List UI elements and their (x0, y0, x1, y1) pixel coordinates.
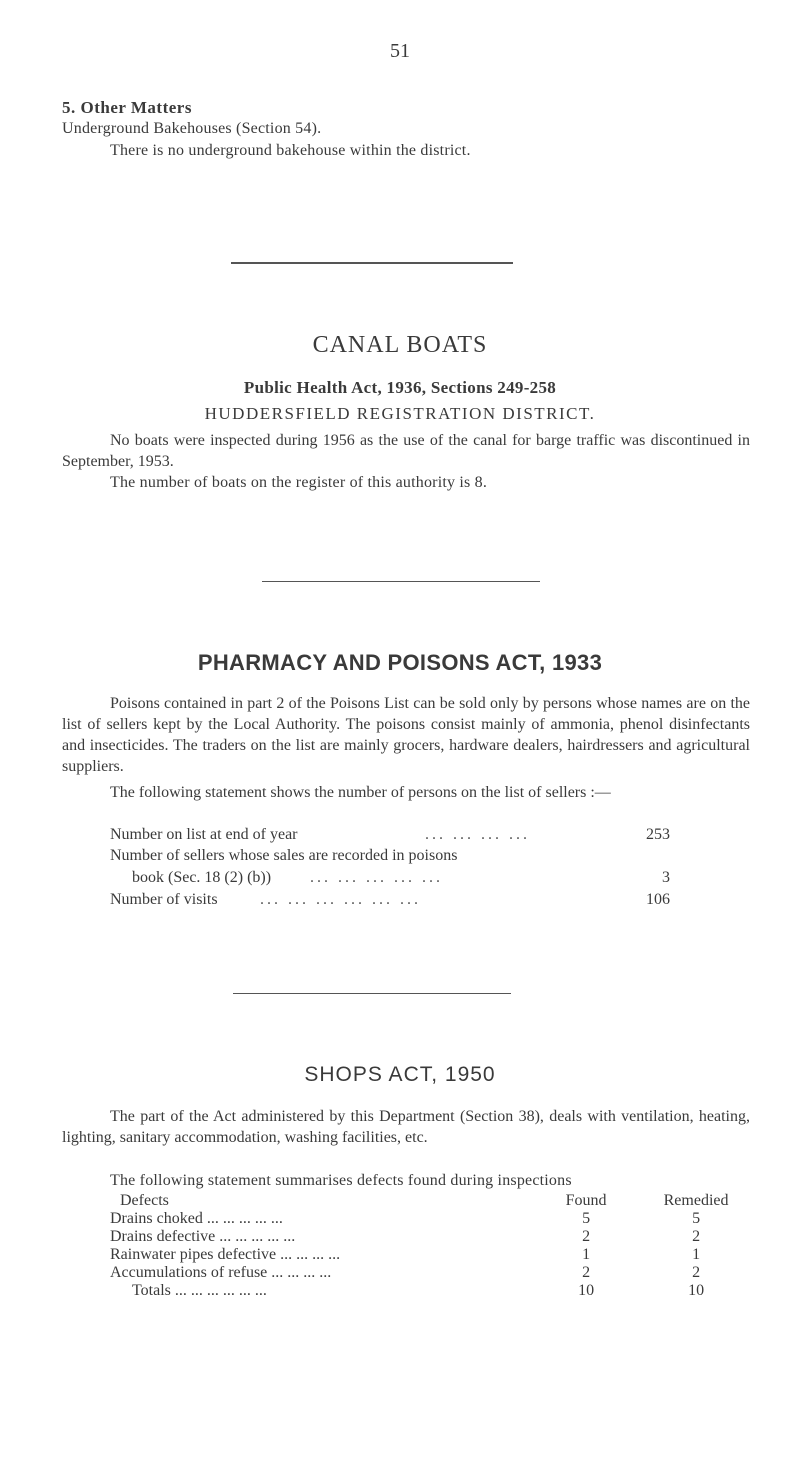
pharmacy-title: PHARMACY AND POISONS ACT, 1933 (197, 650, 603, 675)
table-cell: 10 (578, 1282, 595, 1299)
shops-title: SHOPS ACT, 1950 (304, 1063, 496, 1086)
stat-dots: ... ... ... ... ... ... (260, 891, 421, 908)
table-header: Found (565, 1192, 607, 1209)
stat-label: book (Sec. 18 (2) (b)) (132, 869, 272, 886)
table-row-totals (110, 1282, 758, 1300)
subheading-underground-bakehouses: Underground Bakehouses (Section 54). (62, 120, 322, 137)
table-cell: 2 (582, 1264, 591, 1281)
table-row (110, 1246, 758, 1264)
canal-boats-district: HUDDERSFIELD REGISTRATION DISTRICT. (204, 404, 596, 423)
stat-label: Number of sellers whose sales are recorded in poisons (110, 847, 458, 864)
table-cell: 2 (692, 1228, 701, 1245)
stat-value: 253 (646, 826, 670, 843)
section-heading-other-matters: 5. Other Matters (62, 98, 192, 117)
table-cell: Rainwater pipes defective ... ... ... ... (110, 1246, 341, 1263)
table-cell: Drains defective ... ... ... ... ... (110, 1228, 296, 1245)
stat-value: 106 (646, 891, 670, 908)
shops-paragraph: The part of the Act administered by this Department (Section 38), deals with ventilation, heating, lighting, sanitary accommodation, washing facilities, etc. (62, 1108, 750, 1146)
stat-dots: ... ... ... ... (425, 826, 530, 843)
stat-dots: ... ... ... ... ... (310, 869, 443, 886)
table-cell: 1 (582, 1246, 591, 1263)
shops-statement-intro: The following statement summarises defects found during inspections (110, 1172, 572, 1189)
bakehouse-text: There is no underground bakehouse within the district. (110, 142, 471, 159)
canal-boats-title: CANAL BOATS (312, 332, 488, 358)
page-number: 51 (390, 40, 410, 62)
table-header-row (110, 1192, 758, 1210)
table-cell: 10 (688, 1282, 705, 1299)
table-cell: Totals ... ... ... ... ... ... (132, 1282, 267, 1299)
table-cell: 2 (692, 1264, 701, 1281)
divider (231, 262, 513, 264)
table-row (110, 1210, 758, 1228)
stat-label: Number of visits (110, 891, 218, 908)
defects-table (110, 1192, 758, 1300)
pharmacy-statement-intro: The following statement shows the number of persons on the list of sellers :— (110, 784, 611, 801)
table-cell: 2 (582, 1228, 591, 1245)
divider (233, 993, 511, 994)
table-header: Defects (120, 1192, 169, 1209)
canal-boats-paragraph: No boats were inspected during 1956 as the use of the canal for barge traffic was discontinued in September, 1953. (62, 432, 750, 470)
stat-label: Number on list at end of year (110, 826, 298, 843)
table-header: Remedied (663, 1192, 729, 1209)
table-cell: Accumulations of refuse ... ... ... ... (110, 1264, 332, 1281)
divider (262, 581, 540, 582)
table-cell: 5 (582, 1210, 591, 1227)
table-row (110, 1228, 758, 1246)
stat-value: 3 (662, 869, 670, 886)
table-cell: 5 (692, 1210, 701, 1227)
canal-boats-register-text: The number of boats on the register of this authority is 8. (110, 474, 488, 491)
pharmacy-paragraph: Poisons contained in part 2 of the Poisons List can be sold only by persons whose names are on the list of sellers kept by the Local Authority. The poisons consist mainly of ammonia, phenol disinfectants and insecticides. The traders on the list are mainly grocers, hardware dealers, hairdressers and agricultural suppliers. (62, 695, 750, 775)
table-cell: Drains choked ... ... ... ... ... (110, 1210, 283, 1227)
canal-boats-act: Public Health Act, 1936, Sections 249-258 (243, 378, 557, 397)
table-cell: 1 (692, 1246, 701, 1263)
table-row (110, 1264, 758, 1282)
